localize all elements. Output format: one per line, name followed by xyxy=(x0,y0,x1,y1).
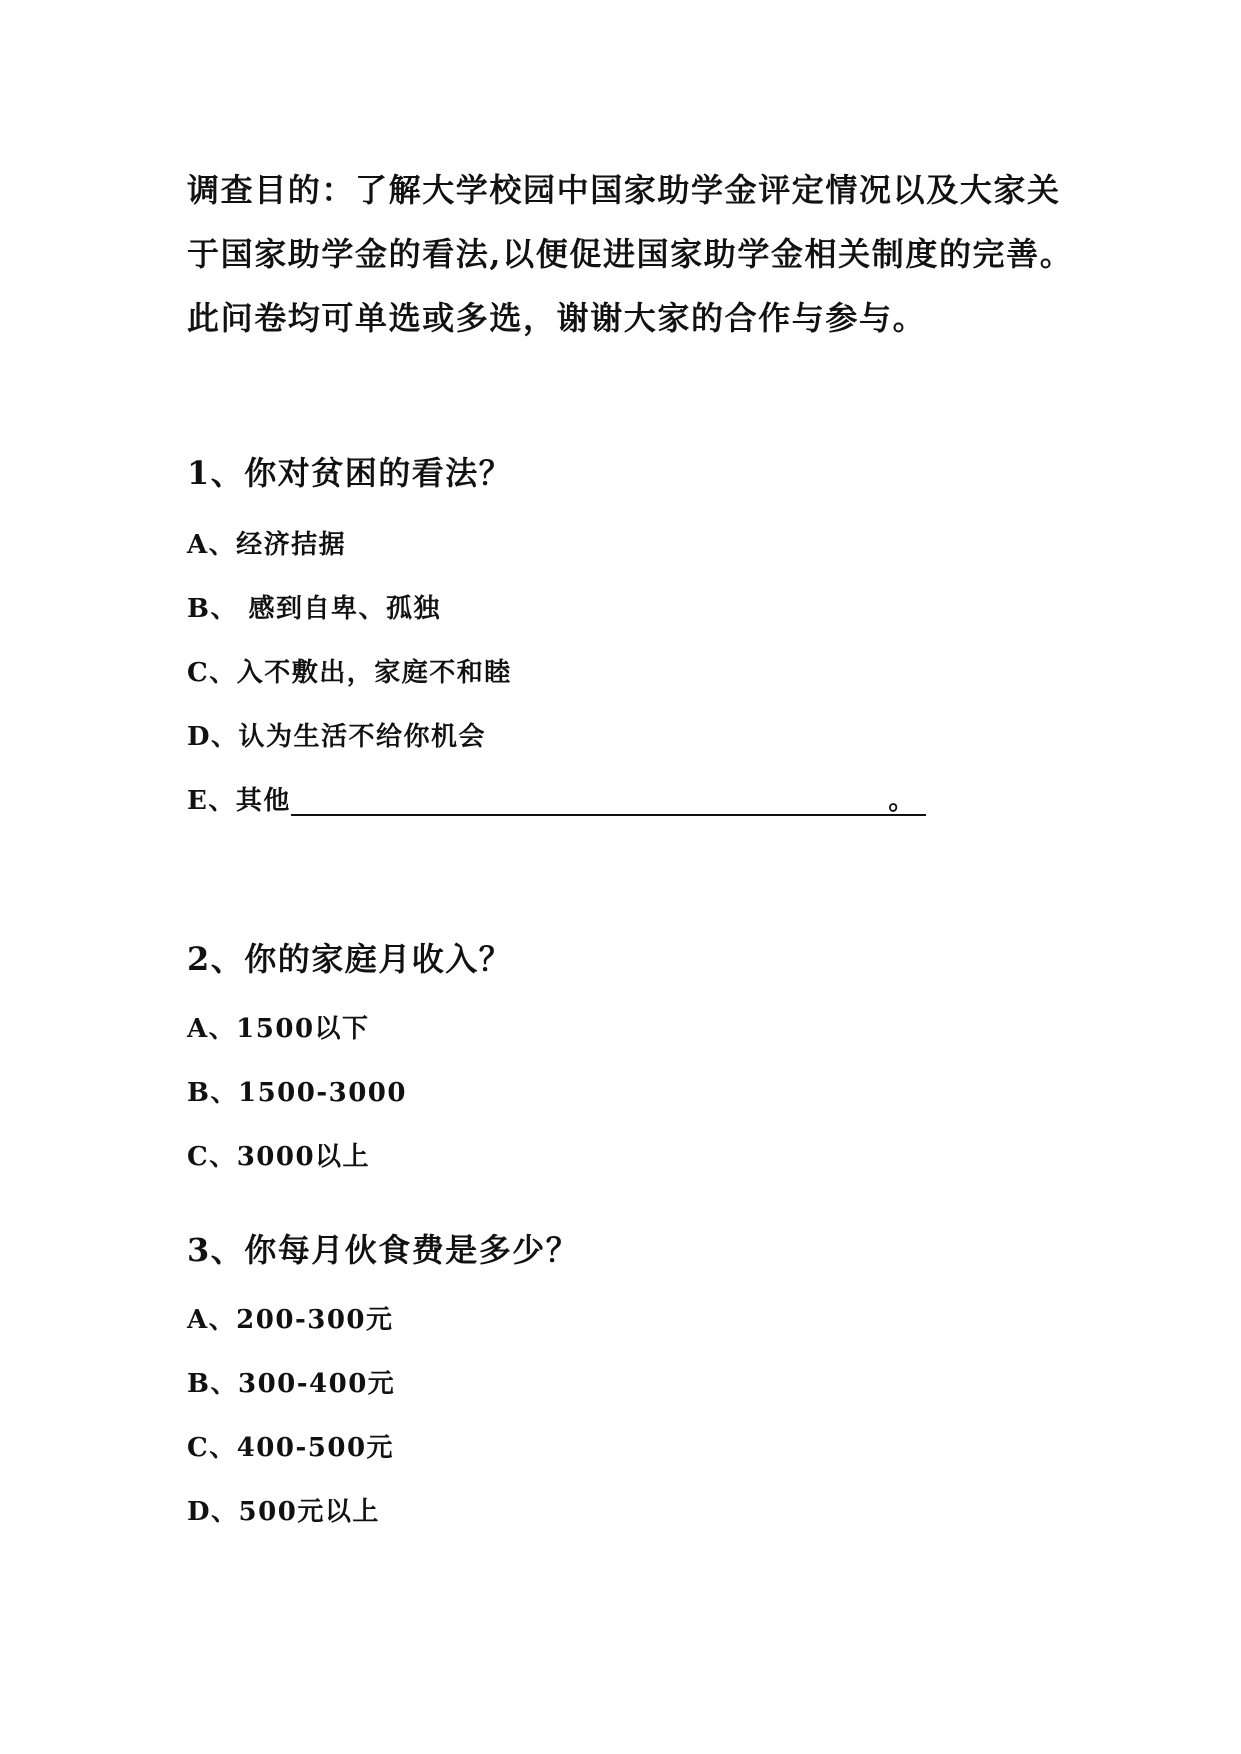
question-1-title: 1、你对贫困的看法？ xyxy=(187,454,513,492)
intro-line: 此问卷均可单选或多选，谢谢大家的合作与参与。 xyxy=(187,299,927,337)
question-2-option-c: C、3000以上 xyxy=(187,1142,371,1172)
question-3-option-d: D、500元以上 xyxy=(187,1497,380,1527)
question-1-option-d: D、认为生活不给你机会 xyxy=(187,722,487,752)
question-3-option-c: C、400-500元 xyxy=(187,1433,395,1463)
intro-line: 于国家助学金的看法,以便促进国家助学金相关制度的完善。 xyxy=(187,235,1074,273)
blank-end-mark: 。 xyxy=(888,786,916,816)
option-e-label: E、其他 xyxy=(187,786,291,816)
question-2-option-b: B、1500-3000 xyxy=(187,1078,407,1108)
question-2-title: 2、你的家庭月收入？ xyxy=(187,940,513,978)
other-fill-in-blank[interactable] xyxy=(291,788,926,816)
question-1-option-e xyxy=(187,780,926,817)
question-1-option-a: A、经济拮据 xyxy=(187,530,347,560)
question-3-option-b: B、300-400元 xyxy=(187,1369,396,1399)
question-1-option-b: B、 感到自卑、孤独 xyxy=(187,594,442,624)
question-3-option-a: A、200-300元 xyxy=(187,1305,394,1335)
question-1-option-c: C、入不敷出，家庭不和睦 xyxy=(187,658,512,688)
question-2-option-a: A、1500以下 xyxy=(187,1014,370,1044)
survey-intro xyxy=(187,158,1074,350)
intro-line: 调查目的：了解大学校园中国家助学金评定情况以及大家关 xyxy=(187,171,1061,209)
question-3-title: 3、你每月伙食费是多少？ xyxy=(187,1231,580,1269)
